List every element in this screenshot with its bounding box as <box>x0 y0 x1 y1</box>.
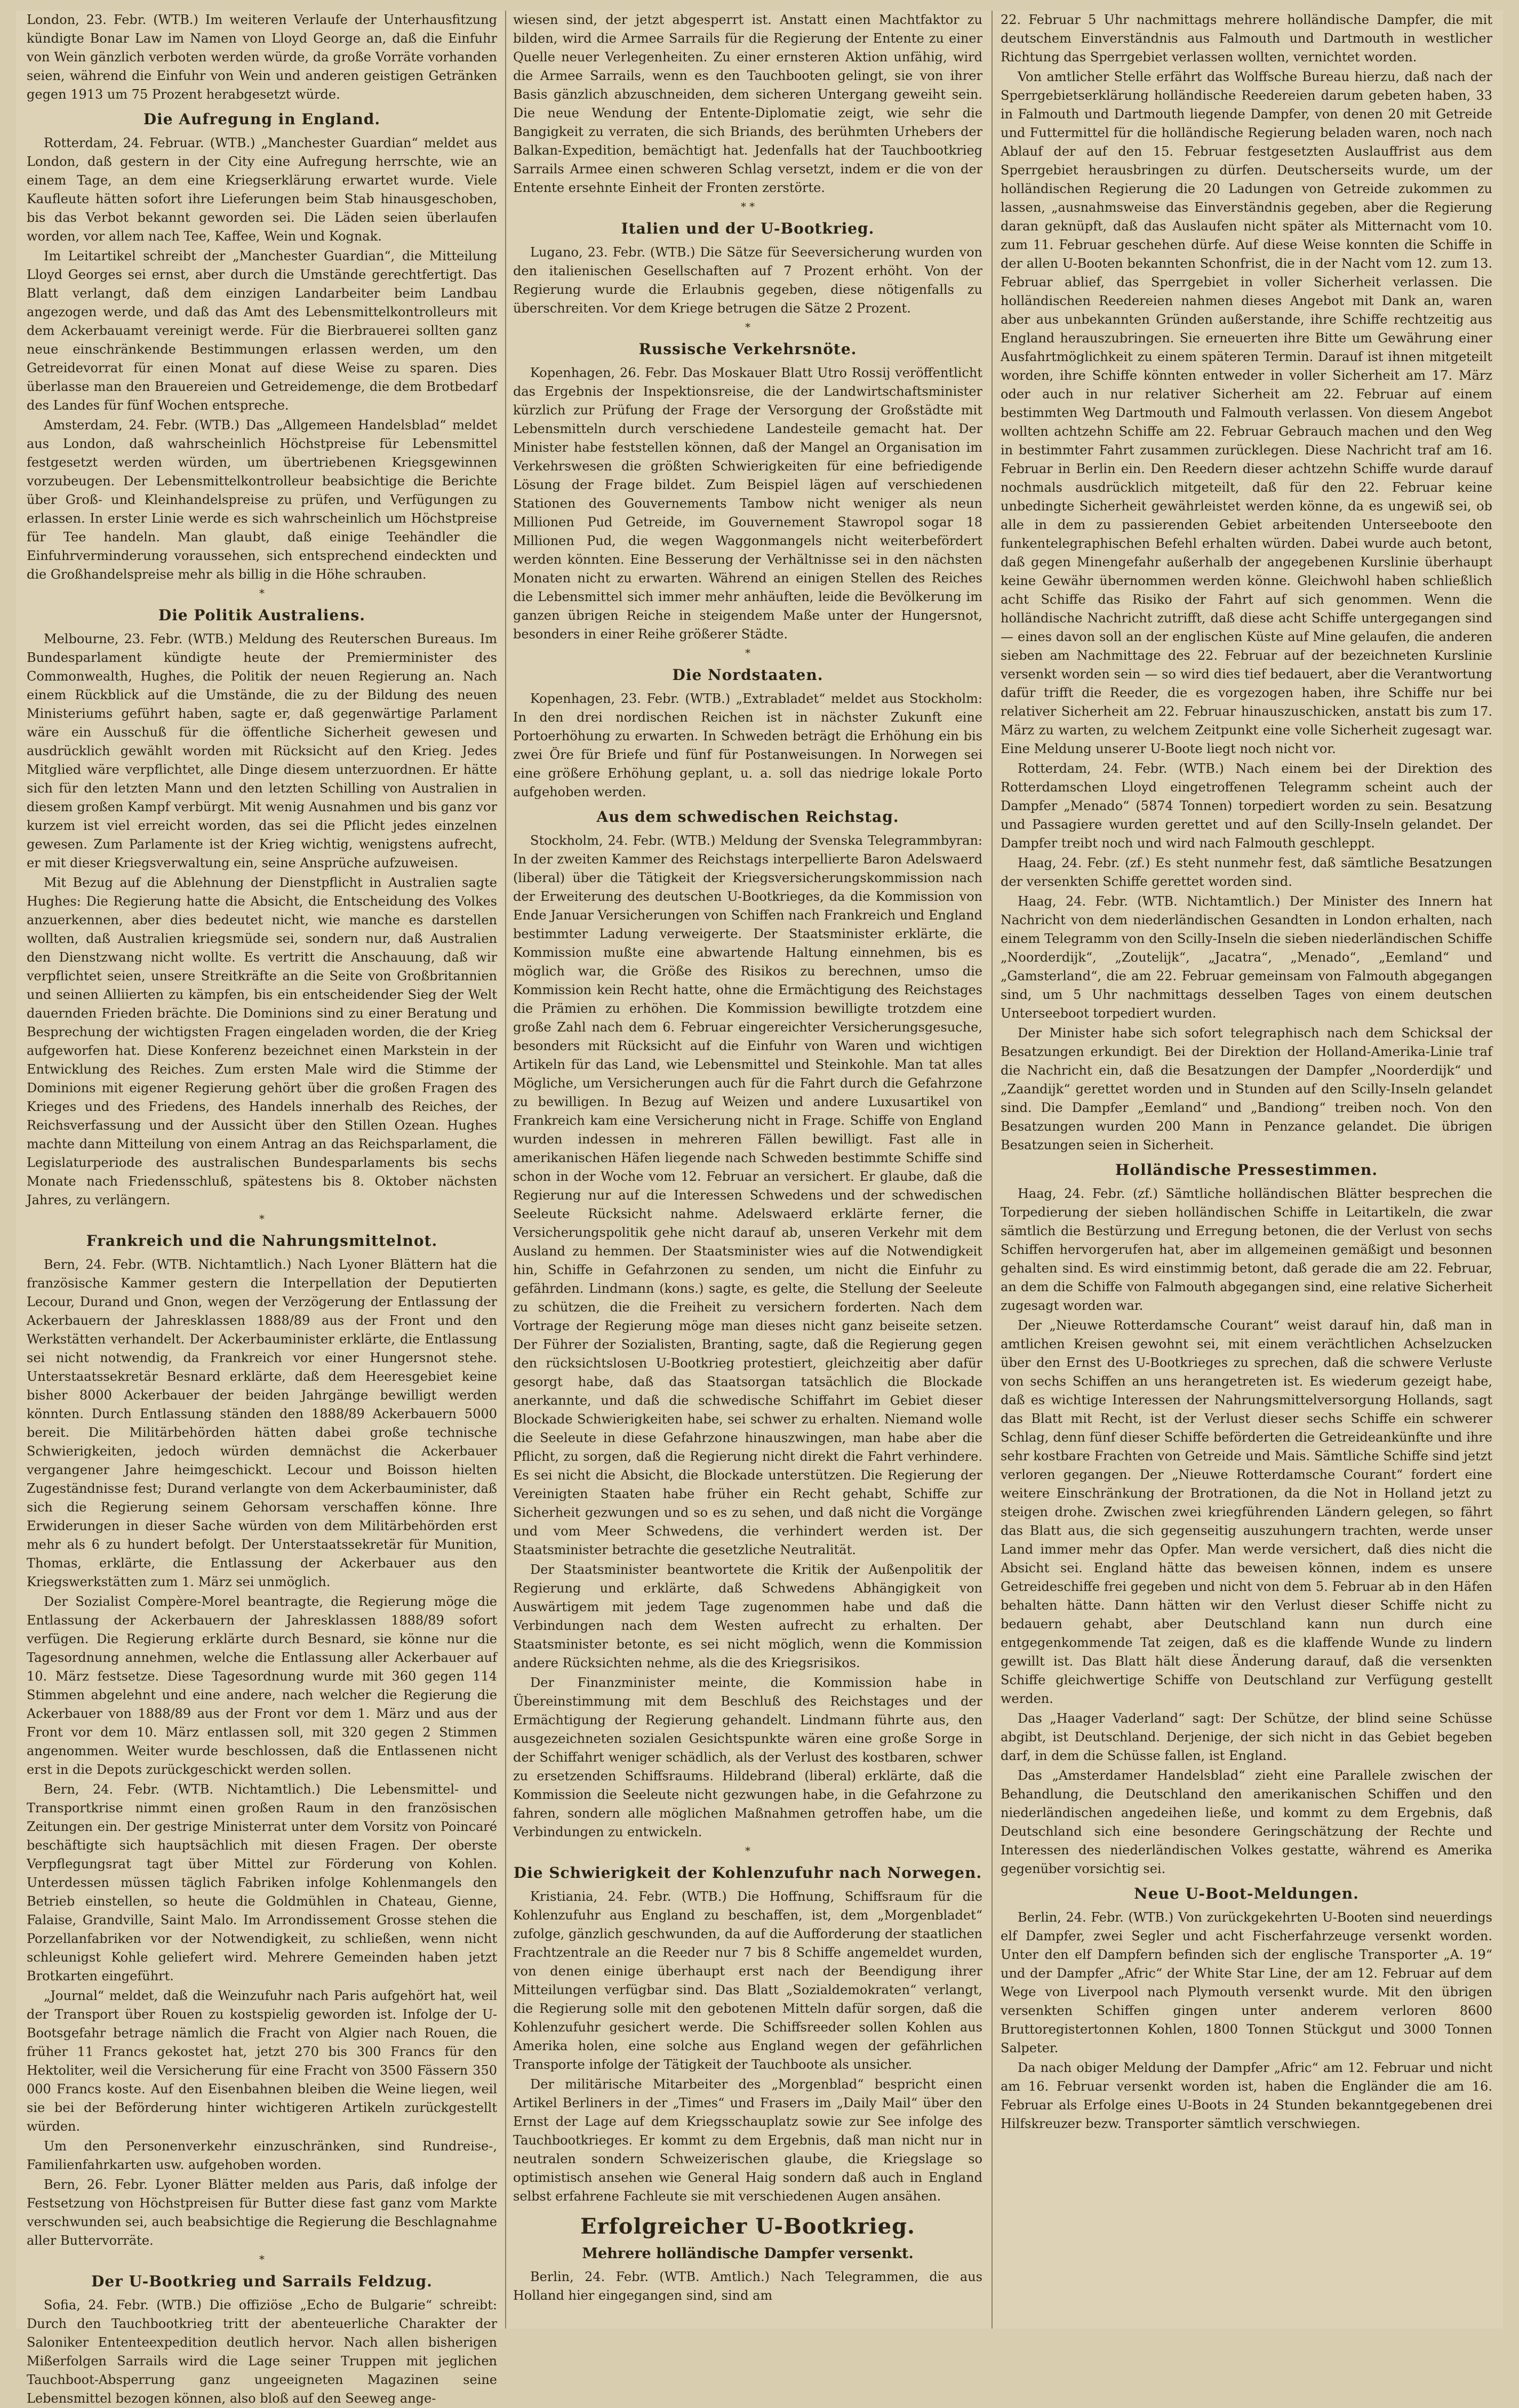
article-paragraph: Mit Bezug auf die Ablehnung der Dienstpflicht in Australien sagte Hughes: Die Regierung hatte die Absicht, die Entscheidung des Volkes anzuerkennen, aber dies bedeutet nicht, wie manche es darstellen wollten, daß Australien kriegsmüde sei, sondern nur, daß Australien den Dienstzwang nicht wollte. Es vertritt die Anschauung, daß wir verpflichtet seien, unsere Streitkräfte an die Seite von Großbritannien und seinen Alliierten zu kämpfen, bis ein entscheidender Sieg der Welt dauernden Frieden brächte. Die Dominions sind zu einer Beratung und Besprechung der wichtigsten Fragen eingeladen worden, die der Krieg aufgeworfen hat. Diese Konferenz bezeichnet einen Markstein in der Entwicklung des Reiches. Zum ersten Male wird die Stimme der Dominions mit eigener Regierung gehört über die großen Fragen des Krieges und des Friedens, des Handels innerhalb des Reiches, der Reichsverfassung und der Aussicht über den Stillen Ozean. Hughes machte dann Mitteilung von einem Antrag an das Reichsparlament, die Legislaturperiode des australischen Bundesparlaments bis sechs Monate nach Friedensschluß, spätestens bis 8. Oktober nächsten Jahres, zu verlängern. <box>27 875 497 1207</box>
article-paragraph: Bern, 26. Febr. Lyoner Blätter melden aus Paris, daß infolge der Festsetzung von Höchstpreisen für Butter diese fast ganz vom Markte verschwunden sei, auch beabsichtige die Regierung die Beschlagnahme aller Buttervorräte. <box>27 2177 497 2248</box>
section-heading: Der U-Bootkrieg und Sarrails Feldzug. <box>91 2273 433 2290</box>
article-paragraph: Stockholm, 24. Febr. (WTB.) Meldung der Svenska Telegrammbyran: In der zweiten Kammer des Reichstags interpellierte Baron Adelswaerd (liberal) über die Tätigkeit der Kriegsversicherungskommission nach der Erweiterung des deutschen U-Bootkrieges, da die Kommission von Ende Januar Versicherungen von Schiffen nach Frankreich und England bestimmter Ladung verweigerte. Der Staatsminister erklärte, die Kommission mußte eine abwartende Haltung einnehmen, bis es möglich war, die Größe des Risikos zu berechnen, umso die Kommission kein Recht hatte, ohne die Ermächtigung des Reichstages die Prämien zu erhöhen. Die Kommission bewilligte trotzdem eine große Zahl nach dem 6. Februar eingereichter Versicherungsgesuche, besonders mit Rücksicht auf die Einfuhr von Waren und wichtigen Artikeln für das Land, wie Lebensmittel und Steinkohle. Man tat alles Mögliche, um Versicherungen auch für die Fahrt durch die Gefahrzone zu bewilligen. In Bezug auf Weizen und andere Luxusartikel von Frankreich kam eine Versicherung nicht in Frage. Schiffe von England wurden indessen in mehreren Fällen bewilligt. Fast alle in amerikanischen Häfen liegende nach Schweden bestimmte Schiffe sind schon in der Woche vom 12. Februar an versichert. Er glaube, daß die Regierung nur auf die Interessen Schwedens und der schwedischen Seeleute Rücksicht nahme. Adelswaerd erklärte ferner, die Versicherungspolitik gehe nicht darauf ab, unseren Verkehr mit dem Ausland zu hemmen. Der Staatsminister wies auf die Notwendigkeit hin, Schiffe in Gefahrzonen zu senden, um nicht die Einfuhr zu gefährden. Lindmann (kons.) sagte, es gelte, die Stellung der Seeleute zu schützen, die die Freiheit zu versichern forderten. Nach dem Vortrage der Regierung möge man dieses nicht ganz beiseite setzen. Der Führer der Sozialisten, Branting, sagte, daß die Regierung gegen den rücksichtslosen U-Bootkrieg protestiert, gleichzeitig aber dafür gesorgt habe, daß das Staatsorgan tatsächlich die Blockade anerkannte, und daß die schwedische Schiffahrt im Gebiet dieser Blockade Schwierigkeiten habe, sei schwer zu erhalten. Niemand wolle die Seeleute in diese Gefahrzone hinauszwingen, man habe aber die Pflicht, zu sorgen, daß die Regierung nicht direkt die Fahrt verhindere. Es sei nicht die Absicht, die Blockade unterstützen. Die Regierung der Vereinigten Staaten habe früher ein Recht gehabt, Schiffe zur Sicherheit gezwungen und so es zu sehen, und daß nicht die Vorgänge und vom Meer Schwedens, die verhindert werden ist. Der Staatsminister betrachte die gesetzliche Neutralität. <box>513 833 982 1557</box>
section-separator: * <box>745 321 750 333</box>
column-rule-1 <box>505 11 506 2329</box>
article-paragraph: Der Finanzminister meinte, die Kommission habe in Übereinstimmung mit dem Beschluß des Reichstages und der Ermächtigung der Regierung gehandelt. Lindmann führte aus, den ausgezeichneten sozialen Gesichtspunkte wären eine große Sorge in der Schiffahrt weniger schädlich, als der Verlust des kostbaren, schwer zu ersetzenden Schiffsraums. Hildebrand (liberal) erklärte, daß die Kommission die Seeleute nicht gezwungen habe, in die Gefahrzone zu fahren, sondern alle möglichen Maßnahmen getroffen habe, um die Verbindungen zu entwickeln. <box>513 1675 982 1839</box>
sub-heading: Mehrere holländische Dampfer versenkt. <box>582 2245 914 2262</box>
article-paragraph: Der Staatsminister beantwortete die Kritik der Außenpolitik der Regierung und erklärte, daß Schwedens Abhängigkeit von Auswärtigem mit jedem Tage zugenommen habe und daß die Verbindungen nach dem Westen aufrecht zu erhalten. Der Staatsminister betonte, es sei nicht möglich, wenn die Kommission andere Rücksichten nehme, als die des Kriegsrisikos. <box>513 1562 982 1670</box>
article-paragraph: 22. Februar 5 Uhr nachmittags mehrere holländische Dampfer, die mit deutschem Einverständnis aus Falmouth und Dartmouth in westlicher Richtung das Sperrgebiet verlassen wollten, vernichtet worden. <box>1001 12 1492 65</box>
article-paragraph: Der „Nieuwe Rotterdamsche Courant“ weist darauf hin, daß man in amtlichen Kreisen gewohnt sei, mit einem verächtlichen Achselzucken über den Ernst des U-Bootkrieges zu sprechen, daß die schwere Verluste von sechs Schiffen an uns herangetreten ist. Es wiederum gezeigt habe, daß es wichtige Interessen der Nahrungsmittelversorgung Hollands, sagt das Blatt mit Recht, ist der Verlust dieser sechs Schiffe ein schwerer Schlag, denn fünf dieser Schiffe beförderten die Getreideankünfte und ihre sehr kostbare Frachten von Getreide und Mais. Sämtliche Schiffe sind jetzt verloren gegangen. Der „Nieuwe Rotterdamsche Courant“ fordert eine weitere Einschränkung der Brotrationen, da die Not in Holland jetzt zu steigen drohe. Zwischen zwei kriegführenden Ländern gelegen, so fährt das Blatt aus, die sich gegenseitig auszuhungern trachten, werde unser Land immer mehr das Opfer. Man werde versichert, daß dies nicht die Absicht sei. England hätte das beweisen können, indem es unsere Getreideschiffe frei gegeben und nicht von dem 5. Februar ab in den Häfen behalten hätte. Dann hätten wir den Verlust dieser Schiffe nicht zu bedauern gehabt, aber Deutschland kann nun durch eine entgegenkommende Tat zeigen, daß es die klaffende Wunde zu lindern gewillt ist. Das Blatt hält diese Änderung darauf, daß die versenkten Schiffe gleichwertige Schiffe von Deutschland zur Verfügung gestellt werden. <box>1001 1318 1492 1706</box>
section-separator: * <box>745 1844 750 1857</box>
article-paragraph: Rotterdam, 24. Febr. (WTB.) Nach einem bei der Direktion des Rotterdamschen Lloyd eingetroffenen Telegramm scheint auch der Dampfer „Menado“ (5874 Tonnen) torpediert worden zu sein. Besatzung und Passagiere wurden gerettet und auf den Scilly-Inseln gelandet. Der Dampfer treibt noch und wird nach Falmouth geschleppt. <box>1001 761 1492 851</box>
article-paragraph: Der Minister habe sich sofort telegraphisch nach dem Schicksal der Besatzungen erkundigt. Bei der Direktion der Holland-Amerika-Linie traf die Nachricht ein, daß die Besatzungen der Dampfer „Noorderdijk“ und „Zaandijk“ gerettet worden und in Stunden auf den Scilly-Inseln gelandet sind. Die Dampfer „Eemland“ und „Bandiong“ treiben noch. Von den Besatzungen wurden 200 Mann in Penzance gelandet. Die übrigen Besatzungen seien in Sicherheit. <box>1001 1026 1492 1153</box>
section-separator: * <box>259 587 265 599</box>
section-heading: Russische Verkehrsnöte. <box>638 340 857 358</box>
article-paragraph: Haag, 24. Febr. (zf.) Sämtliche holländischen Blätter besprechen die Torpedierung der sieben holländischen Schiffe in Leitartikeln, die zwar sämtlich die Bestürzung und Erregung betonen, die der Verlust von sechs Schiffen hervorgerufen hat, aber im allgemeinen gemäßigt und besonnen gehalten sind. Es wird einstimmig betont, daß gerade die am 22. Februar, an dem die Schiffe von Falmouth abgegangen sind, eine relative Sicherheit zugesagt worden war. <box>1001 1186 1492 1313</box>
section-heading: Die Schwierigkeit der Kohlenzufuhr nach Norwegen. <box>513 1864 982 1882</box>
article-paragraph: Lugano, 23. Febr. (WTB.) Die Sätze für Seeversicherung wurden von den italienischen Gesellschaften auf 7 Prozent erhöht. Von der Regierung wurde die Erlaubnis gegeben, diese nötigenfalls zu überschreiten. Vor dem Kriege betrugen die Sätze 2 Prozent. <box>513 245 982 316</box>
article-paragraph: London, 23. Febr. (WTB.) Im weiteren Verlaufe der Unterhausfitzung kündigte Bonar Law im Namen von Lloyd George an, daß die Einfuhr von Wein gänzlich verboten werden würde, da große Vorräte vorhanden seien, während die Einfuhr von Wein und anderen geistigen Getränken gegen 1913 um 75 Prozent herabgesetzt würde. <box>27 12 497 102</box>
article-paragraph: Kristiania, 24. Febr. (WTB.) Die Hoffnung, Schiffsraum für die Kohlenzufuhr aus England zu beschaffen, ist, dem „Morgenbladet“ zufolge, gänzlich geschwunden, da auf die Aufforderung der staatlichen Frachtzentrale an die Reeder nur 7 bis 8 Schiffe angemeldet wurden, von denen einige überhaupt erst nach der Beendigung ihrer Mitteilungen verfügbar sind. Das Blatt „Sozialdemokraten“ verlangt, die Regierung solle mit den gebotenen Mitteln dafür sorgen, daß die Kohlenzufuhr gesichert werde. Die Schiffsreeder sollen Kohlen aus Amerika holen, eine solche aus England wegen der gefährlichen Transporte infolge der Tätigkeit der Tauchboote als unsicher. <box>513 1889 982 2072</box>
article-paragraph: Haag, 24. Febr. (zf.) Es steht nunmehr fest, daß sämtliche Besatzungen der versenkten Schiffe gerettet worden sind. <box>1001 855 1492 889</box>
column-2 <box>513 11 982 2329</box>
article-paragraph: Rotterdam, 24. Februar. (WTB.) „Manchester Guardian“ meldet aus London, daß gestern in der City eine Aufregung herrschte, wie an einem Tage, an dem eine Kriegserklärung erwartet wurde. Viele Kaufleute hätten sofort ihre Lieferungen beim Stab hinausgeschoben, bis das Verbot bekannt geworden sei. Die Läden seien überlaufen worden, vor allem nach Tee, Kaffee, Wein und Kognak. <box>27 135 497 244</box>
section-heading: Die Politik Australiens. <box>158 606 366 624</box>
article-paragraph: Kopenhagen, 26. Febr. Das Moskauer Blatt Utro Rossij veröffentlicht das Ergebnis der Inspektionsreise, die der Landwirtschaftsminister kürzlich zur Prüfung der Frage der Versorgung der Großstädte mit Lebensmitteln durch verschiedene Landesteile gemacht hat. Der Minister habe feststellen können, daß der Mangel an Organisation im Verkehrswesen die größten Schwierigkeiten für eine befriedigende Lösung der Frage bildet. Zum Beispiel lägen auf verschiedenen Stationen des Gouvernements Tambow nicht weniger als neun Millionen Pud Getreide, im Gouvernement Stawropol sogar 18 Millionen Pud, die wegen Waggonmangels nicht weiterbefördert werden könnten. Eine Besserung der Verhältnisse sei in den nächsten Monaten nicht zu erwarten. Während an einigen Stellen des Reiches die Lebensmittel sich immer mehr anhäuften, leide die Bevölkerung im ganzen übrigen Reiche in steigendem Maße unter der Hungersnot, besonders in einer Reihe größerer Städte. <box>513 365 982 642</box>
article-paragraph: Das „Haager Vaderland“ sagt: Der Schütze, der blind seine Schüsse abgibt, ist Deutschland. Derjenige, der sich nicht in das Gebiet begeben darf, in dem die Schüsse fallen, ist England. <box>1001 1711 1492 1763</box>
article-paragraph: Sofia, 24. Febr. (WTB.) Die offiziöse „Echo de Bulgarie“ schreibt: Durch den Tauchbootkrieg tritt der abenteuerliche Charakter der Saloniker Ententeexpedition deutlich hervor. Nach allen bisherigen Mißerfolgen Sarrails wird die Lage seiner Truppen mit jeglichen Tauchboot-Absperrung ganz ungeeigneten Magazinen seine Lebensmittel bezogen können, also bloß auf den Seeweg ange- <box>27 2298 497 2406</box>
section-heading: Aus dem schwedischen Reichstag. <box>596 808 899 826</box>
article-paragraph: „Journal“ meldet, daß die Weinzufuhr nach Paris aufgehört hat, weil der Transport über Rouen zu kostspielig geworden ist. Infolge der U-Bootsgefahr betrage nämlich die Fracht von Algier nach Rouen, die früher 11 Francs gekostet hat, jetzt 270 bis 300 Francs für den Hektoliter, weil die Versicherung für eine Fracht von 3500 Fässern 350 000 Francs koste. Auf den Eisenbahnen bleiben die Weine liegen, weil sie bei der Beförderung hinter wichtigeren Artikeln zurückgestellt würden. <box>27 1988 497 2134</box>
article-paragraph: Im Leitartikel schreibt der „Manchester Guardian“, die Mitteilung Lloyd Georges sei ernst, aber durch die Umstände gerechtfertigt. Das Blatt verlangt, daß dem einzigen Landarbeiter beim Landbau angezogen werde, und daß das Amt des Lebensmittelkontrolleurs mit dem Ackerbauamt vereinigt werde. Für die Bierbrauerei sollten ganz neue einschränkende Bestimmungen erlassen werden, um den Getreidevorrat für einen Monat auf diese Weise zu sparen. Dies überlasse man den Brauereien und Getreidemenge, die dem Brotbedarf des Landes für fünf Wochen entspreche. <box>27 249 497 413</box>
section-separator: * <box>259 2253 265 2266</box>
article-paragraph: Bern, 24. Febr. (WTB. Nichtamtlich.) Die Lebensmittel- und Transportkrise nimmt einen großen Raum in den französischen Zeitungen ein. Der gestrige Ministerrat unter dem Vorsitz von Poincaré beschäftigte sich hauptsächlich mit diesen Fragen. Der oberste Verpflegungsrat tagt über Mittel zur Förderung von Kohlen. Unterdessen müssen täglich Fabriken infolge Kohlenmangels den Betrieb einstellen, so heute die Goldmühlen in Chateau, Gienne, Falaise, Grandville, Saint Malo. Im Arrondissement Grosse stehen die Porzellanfabriken vor der Notwendigkeit, zu schließen, wenn nicht schleunigst Kohle geliefert wird. Mehrere Gemeinden haben jetzt Brotkarten eingeführt. <box>27 1782 497 1983</box>
article-paragraph: wiesen sind, der jetzt abgesperrt ist. Anstatt einen Machtfaktor zu bilden, wird die Armee Sarrails für die Regierung der Entente zu einer Quelle neuer Verlegenheiten. Zu einer ernsteren Aktion unfähig, wird die Armee Sarrails, wenn es den Tauchbooten gelingt, sie von ihrer Basis gänzlich abzuschneiden, dem sicheren Untergang geweiht sein. Die neue Wendung der Entente-Diplomatie zeigt, wie sehr die Bangigkeit zu verraten, die sich Briands, des berühmten Urhebers der Balkan-Expedition, bemächtigt hat. Jedenfalls hat der Tauchbootkrieg Sarrails Armee einen schweren Schlag versetzt, indem er die von der Entente ersehnte Einheit der Fronten zerstörte. <box>513 12 982 195</box>
article-paragraph: Von amtlicher Stelle erfährt das Wolffsche Bureau hierzu, daß nach der Sperrgebietserklärung holländische Reedereien darum gebeten haben, 33 in Falmouth und Dartmouth liegende Dampfer, von denen 20 mit Getreide und Futtermittel für die holländische Regierung beladen waren, noch nach Ablauf der auf den 15. Februar festgesetzten Auslauffrist aus dem Sperrgebiet herausbringen zu dürfen. Deutscherseits wurde, um der holländischen Regierung die 20 Ladungen von Getreide zukommen zu lassen, „ausnahmsweise das Einverständnis gegeben, aber die Regierung daran geknüpft, daß das Auslaufen nicht später als Mitternacht vom 10. zum 11. Februar geschehen dürfe. Auf diese Weise konnten die Schiffe in der allen U-Booten bekannten Schonfrist, die in der Nacht vom 12. zum 13. Februar ablief, das Sperrgebiet in voller Sicherheit verlassen. Die holländischen Reedereien nahmen dieses Angebot mit Dank an, waren aber aus unbekannten Gründen außerstande, ihre Schiffe rechtzeitig aus England herauszubringen. Sie erneuerten ihre Bitte um Gewährung einer Ausfahrtmöglichkeit zu einem späteren Termin. Darauf ist ihnen mitgeteilt worden, ihre Schiffe könnten entweder in voller Sicherheit am 17. März oder auch in nur relativer Sicherheit am 22. Februar auf einem bestimmten Weg Dartmouth und Falmouth verlassen. Von diesem Angebot wollten achtzehn Schiffe am 22. Februar Gebrauch machen und den Weg in bestimmter Fahrt zusammen zurücklegen. Diese Nachricht traf am 16. Februar in Berlin ein. Den Reedern dieser achtzehn Schiffe wurde darauf nochmals ausdrücklich mitgeteilt, daß für den 22. Februar keine unbedingte Sicherheit gewährleistet werden könne, da es ungewiß sei, ob alle in dem zu passierenden Gebiet arbeitenden Unterseeboote den funkentelegraphischen Befehl erhalten würden. Dabei wurde auch betont, daß gegen Minengefahr außerhalb der angegebenen Kurslinie überhaupt keine Gewähr übernommen werden könne. Gleichwohl haben schließlich acht Schiffe das Risiko der Fahrt auf sich genommen. Wenn die holländische Nachricht zutrifft, daß diese acht Schiffe untergegangen sind — eines davon soll an der englischen Küste auf Mine gelaufen, die anderen sieben am Nachmittage des 22. Februar auf der bezeichneten Kurslinie versenkt worden sein — so wird dies tief bedauert, aber die Verantwortung dafür trifft die Reeder, die es vorgezogen haben, ihre Schiffe nur bei relativer Sicherheit am 22. Februar hinauszuschicken, anstatt bis zum 17. März zu warten, zu welchem Zeitpunkt eine volle Sicherheit zugesagt war. Eine Meldung unserer U-Boote liegt noch nicht vor. <box>1001 69 1492 756</box>
article-paragraph: Amsterdam, 24. Febr. (WTB.) Das „Allgemeen Handelsblad“ meldet aus London, daß wahrscheinlich Höchstpreise für Lebensmittel festgesetzt werden würden, um übertriebenen Kriegsgewinnen vorzubeugen. Der Lebensmittelkontrolleur beabsichtige die Berichte über Groß- und Kleinhandelspreise zu prüfen, und Verfügungen zu erlassen. In erster Linie werde es sich wahrscheinlich um Höchstpreise für Tee handeln. Man glaubt, daß einige Teehändler die Einfuhrverminderung voraussehen, sich entsprechend eindeckten und die Großhandelspreise mehr als billig in die Höhe schrauben. <box>27 418 497 582</box>
section-separator: * <box>259 1212 265 1225</box>
section-separator: * * <box>740 200 755 213</box>
article-paragraph: Der militärische Mitarbeiter des „Morgenblad“ bespricht einen Artikel Berliners in der „Times“ und Frasers im „Daily Mail“ über den Ernst der Lage auf dem Kriegsschauplatz sowie zur See infolge des Tauchbootkrieges. Er kommt zu dem Ergebnis, daß man nicht nur in neutralen sondern Schweizerischen glaube, die Kriegslage so optimistisch ansehen wie General Haig sondern daß auch in England selbst erfahrene Fachleute sie mit verschiedenen Augen ansähen. <box>513 2077 982 2204</box>
article-paragraph: Kopenhagen, 23. Febr. (WTB.) „Extrabladet“ meldet aus Stockholm: In den drei nordischen Reichen ist in nächster Zukunft eine Portoerhöhung zu erwarten. In Schweden beträgt die Erhöhung ein bis zwei Öre für Briefe und fünf für Postanweisungen. In Norwegen sei eine größere Erhöhung geplant, u. a. soll das niedrige lokale Porto aufgehoben werden. <box>513 691 982 799</box>
article-paragraph: Haag, 24. Febr. (WTB. Nichtamtlich.) Der Minister des Innern hat Nachricht von dem niederländischen Gesandten in London erhalten, nach einem Telegramm von den Scilly-Inseln die sieben niederländischen Schiffe „Noorderdijk“, „Zoutelijk“, „Jacatra“, „Menado“, „Eemland“ und „Gamsterland“, die am 22. Februar gemeinsam von Falmouth abgegangen sind, um 5 Uhr nachmittags desselben Tages von einem deutschen Unterseeboot torpediert wurden. <box>1001 894 1492 1021</box>
section-separator: * <box>745 646 750 659</box>
section-heading: Holländische Pressestimmen. <box>1115 1161 1378 1179</box>
newspaper-page <box>16 11 1503 2406</box>
section-heading: Frankreich und die Nahrungsmittelnot. <box>86 1232 438 1250</box>
section-heading: Die Aufregung in England. <box>143 110 381 128</box>
article-paragraph: Da nach obiger Meldung der Dampfer „Afric“ am 12. Februar und nicht am 16. Februar versenkt worden ist, haben die Engländer die am 16. Februar als Erfolge eines U-Boots in 24 Stunden bekanntgegebenen drei Hilfskreuzer bezw. Transporter sämtlich verschwiegen. <box>1001 2060 1492 2131</box>
column-3 <box>1001 11 1492 2329</box>
article-paragraph: Der Sozialist Compère-Morel beantragte, die Regierung möge die Entlassung der Ackerbauern der Jahresklassen 1888/89 sofort verfügen. Die Regierung erklärte durch Besnard, sie könne nur die Tagesordnung annehmen, welche die Entlassung aller Ackerbauer auf 10. März festsetze. Diese Tagesordnung wurde mit 360 gegen 114 Stimmen abgelehnt und eine andere, nach welcher die Regierung die Ackerbauer von 1888/89 aus der Front vor dem 1. März und aus der Front vor dem 10. März entlassen soll, mit 320 gegen 2 Stimmen angenommen. Weiter wurde beschlossen, daß die Entlassenen nicht erst in die Depots zurückgeschickt werden sollen. <box>27 1594 497 1777</box>
article-paragraph: Um den Personenverkehr einzuschränken, sind Rundreise-, Familienfahrkarten usw. aufgehoben worden. <box>27 2139 497 2172</box>
column-rule-2 <box>992 11 993 2329</box>
article-paragraph: Das „Amsterdamer Handelsblad“ zieht eine Parallele zwischen der Behandlung, die Deutschland den amerikanischen Schiffen und den niederländischen angedeihen ließe, und kommt zu dem Ergebnis, daß Deutschland sich eine besondere Geringschätzung der Rechte und Interessen des niederländischen Volkes gestatte, während es Amerika gegenüber vorsichtig sei. <box>1001 1768 1492 1876</box>
article-paragraph: Melbourne, 23. Febr. (WTB.) Meldung des Reuterschen Bureaus. Im Bundesparlament kündigte heute der Premierminister des Commonwealth, Hughes, die Politik der neuen Regierung an. Nach einem Rückblick auf die Umstände, die zu der Bildung des neuen Ministeriums geführt haben, sagte er, daß gegenwärtige Parlament wäre ein Ausschuß für die öffentliche Sicherheit gewesen und ausdrücklich gewählt worden mit Rücksicht auf den Krieg. Jedes Mitglied wäre verpflichtet, alle Dinge diesem unterzuordnen. Er hätte sich für den letzten Mann und den letzten Schilling von Australien in diesem großen Kampf verbürgt. Mit wenig Ausnahmen und bis ganz vor kurzem ist viel erreicht worden, das sei die Pflicht jedes einzelnen gewesen. Zum Parlamente ist der Krieg wichtig, wenigstens aufrecht, er mit dieser Kriegsverwaltung ein, seine Ansprüche aufzuweisen. <box>27 631 497 870</box>
section-heading: Italien und der U-Bootkrieg. <box>621 220 875 237</box>
article-paragraph: Berlin, 24. Febr. (WTB. Amtlich.) Nach Telegrammen, die aus Holland hier eingegangen sind, sind am <box>513 2269 982 2303</box>
section-heading: Erfolgreicher U-Bootkrieg. <box>580 2214 915 2239</box>
article-paragraph: Berlin, 24. Febr. (WTB.) Von zurückgekehrten U-Booten sind neuerdings elf Dampfer, zwei Segler und acht Fischerfahrzeuge versenkt worden. Unter den elf Dampfern befinden sich der englische Transporter „A. 19“ und der Dampfer „Afric“ der White Star Line, der am 12. Februar auf dem Wege von Liverpool nach Plymouth versenkt wurde. Mit den übrigen versenkten Schiffen gingen unter anderem verloren 8600 Bruttoregistertonnen Kohlen, 1800 Tonnen Stückgut und 3000 Tonnen Salpeter. <box>1001 1910 1492 2055</box>
article-paragraph: Bern, 24. Febr. (WTB. Nichtamtlich.) Nach Lyoner Blättern hat die französische Kammer gestern die Interpellation der Deputierten Lecour, Durand und Gnon, wegen der Verzögerung der Entlassung der Ackerbauern der Jahresklassen 1888/89 aus der Front und den Werkstätten verhandelt. Der Ackerbauminister erklärte, die Entlassung sei nicht notwendig, da Frankreich vor einer Hungersnot stehe. Unterstaatssekretär Besnard erklärte, daß dem Heeresgebiet keine bisher 8000 Ackerbauer der beiden Jahrgänge bewilligt werden könnten. Durch Entlassung ständen den 1888/89 Ackerbauern 5000 bereit. Die Militärbehörden hätten dabei große technische Schwierigkeiten, jedoch würden demnächst die Ackerbauer vergangener Jahre heimgeschickt. Lecour und Boisson hielten Zugeständnisse fest; Durand verlangte von dem Ackerbauminister, daß sich die Regierung seinem Gehorsam verschaffen könne. Ihre Erwiderungen in dieser Sache würden von dem Militärbehörden erst mehr als 6 zu hundert befolgt. Der Unterstaatssekretär für Munition, Thomas, erklärte, die Entlassung der Ackerbauer aus den Kriegswerkstätten zum 1. März sei unmöglich. <box>27 1257 497 1589</box>
section-heading: Neue U-Boot-Meldungen. <box>1134 1885 1359 1902</box>
column-1 <box>27 11 497 2406</box>
section-heading: Die Nordstaaten. <box>672 666 824 684</box>
